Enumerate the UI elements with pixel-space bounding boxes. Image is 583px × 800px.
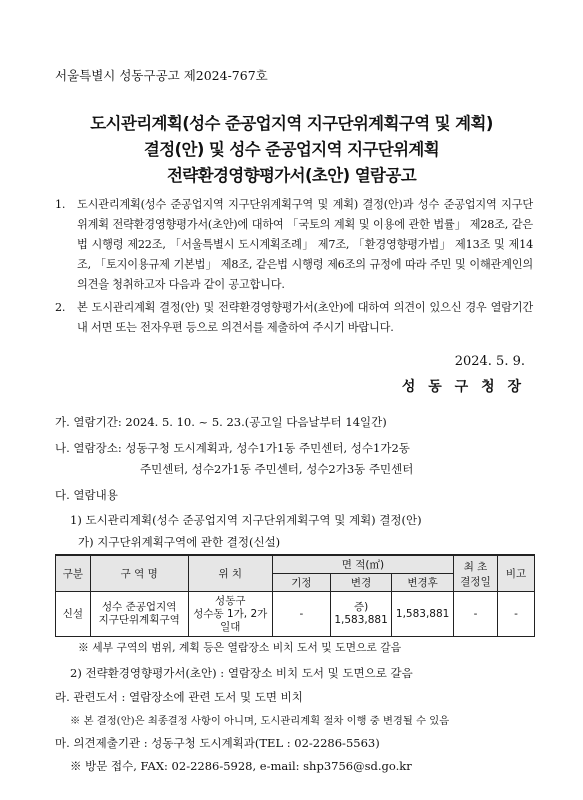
item-contents-1: 1) 도시관리계획(성수 준공업지역 지구단위계획구역 및 계획) 결정(안) [70,513,422,527]
header-first-decision-line-2: 결정일 [460,575,491,588]
paragraph-2-number: 2. [55,301,66,314]
header-area: 면 적(㎡) [272,555,453,574]
notice-title-line-3: 전략환경영향평가서(초안) 열람공고 [166,166,417,185]
header-first-decision-line-1: 최 초 [463,560,488,573]
notice-date: 2024. 5. 9. [454,354,525,369]
cell-change [330,592,392,637]
header-location: 위 치 [188,555,272,592]
item-location-line-2: 주민센터, 성수2가1동 주민센터, 성수2가3동 주민센터 [140,462,414,476]
item-contents-2: 2) 전략환경영향평가서(초안) : 열람장소 비치 도서 및 도면으로 갈음 [70,666,413,680]
header-after: 변경후 [392,574,454,592]
item-related-docs: 라. 관련도서 : 열람장소에 관련 도서 및 도면 비치 [55,690,303,704]
item-contents-1-ga: 가) 지구단위계획구역에 관한 결정(신설) [78,535,281,549]
cell-change-line-2: 1,583,881 [334,614,388,626]
item-period: 가. 열람기간: 2024. 5. 10. ~ 5. 23.(공고일 다음날부터 14일간) [55,415,387,429]
paragraph-2-text: 본 도시관리계획 결정(안) 및 전략환경영향평가서(초안)에 대하여 의견이 있으신 경우 열람기간 내 서면 또는 전자우편 등으로 의견서를 제출하여 주시기 바랍니다. [77,301,533,334]
note-not-final: ※ 본 결정(안)은 최종결정 사항이 아니며, 도시관리계획 절차 이행 중 변경될 수 있음 [70,715,450,727]
cell-location-line-1: 성동구 [215,594,246,607]
paragraph-1 [55,195,533,295]
header-note: 비고 [498,555,535,592]
cell-name [90,592,188,637]
notice-reference-number: 서울특별시 성동구공고 제2024-767호 [55,68,268,83]
cell-location-line-3: 일대 [220,620,241,633]
header-first-decision [453,555,497,592]
header-type: 구분 [56,555,91,592]
cell-note: - [498,592,535,637]
cell-change-line-1: 증) [353,601,369,613]
cell-first-decision: - [453,592,497,637]
table-row [56,592,535,637]
paragraph-1-number: 1. [55,198,66,211]
item-contents-heading: 다. 열람내용 [55,488,118,502]
cell-type: 신설 [56,592,91,637]
cell-existing: - [272,592,330,637]
notice-title-line-1: 도시관리계획(성수 준공업지역 지구단위계획구역 및 계획) [90,114,493,133]
note-details: ※ 세부 구역의 범위, 계획 등은 열람장소 비치 도서 및 도면으로 갈음 [78,641,402,654]
header-change: 변경 [330,574,392,592]
cell-name-line-2: 지구단위계획구역 [98,614,180,626]
notice-title-line-2: 결정(안) 및 성수 준공업지역 지구단위계획 [143,140,440,159]
notice-signer: 성 동 구 청 장 [401,379,525,395]
cell-location [188,592,272,637]
header-existing: 기정 [272,574,330,592]
district-decision-table [55,554,535,637]
header-name: 구 역 명 [90,555,188,592]
cell-after: 1,583,881 [392,592,454,637]
note-contact: ※ 방문 접수, FAX: 02-2286-5928, e-mail: shp3756@sd.go.kr [70,759,412,773]
item-location-line-1: 나. 열람장소: 성동구청 도시계획과, 성수1가1동 주민센터, 성수1가2동 [55,441,410,455]
item-submission-agency: 마. 의견제출기관 : 성동구청 도시계획과(TEL : 02-2286-5563) [55,736,380,750]
cell-name-line-1: 성수 준공업지역 [102,601,177,613]
paragraph-1-text: 도시관리계획(성수 준공업지역 지구단위계획구역 및 계획) 결정(안)과 성수 준공업지역 지구단위계획 전략환경영향평가서(초안)에 대하여 「국토의 계획 및 이용에 관한 법률」 제28조, 같은법 시행령 제22조, 「서울특별시 도시계획조례」 제7조, 「환경영향평가법」 제13조 및 제14조, 「토지이용규제 기본법」 제8조, 같은법 시행령 제6조의 규정에 따라 주민 및 이해관계인의 의견을 청취하고자 다음과 같이 공고합니다. [77,198,533,291]
cell-location-line-2: 성수동 1가, 2가 [193,607,268,620]
paragraph-2 [55,298,533,338]
